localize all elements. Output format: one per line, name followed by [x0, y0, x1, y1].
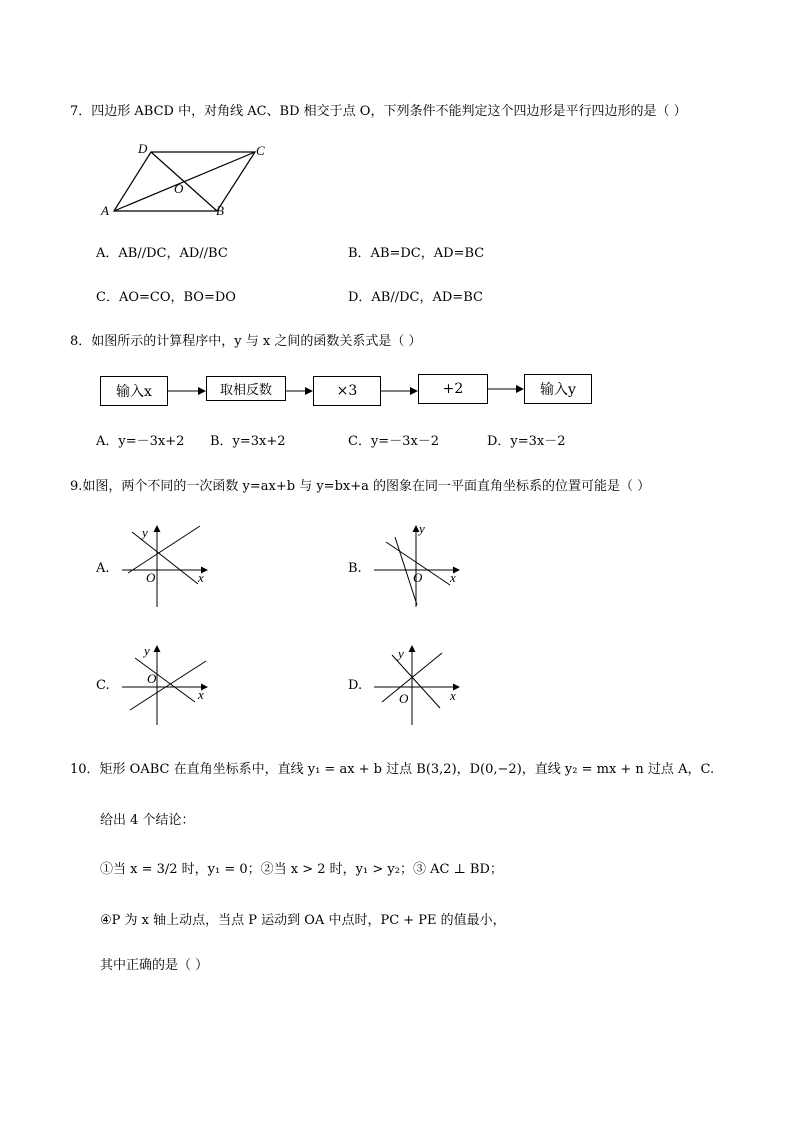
q10-conclusions-1-3: ①当 x = 3/2 时，y₁ = 0；②当 x > 2 时，y₁ > y₂；③ AC ⊥ BD； [100, 862, 503, 877]
svg-text:O: O [413, 570, 423, 585]
svg-text:y: y [142, 525, 148, 540]
q7-stem: 7．四边形 ABCD 中，对角线 AC、BD 相交于点 O，下列条件不能判定这个四边形是平行四边形的是（ ） [70, 104, 687, 119]
q7-label-o: O [174, 181, 184, 196]
svg-text:x: x [198, 687, 204, 702]
flow-arrows [0, 0, 794, 420]
svg-text:O: O [146, 570, 156, 585]
q8-option-d: D．y=3x－2 [487, 434, 566, 449]
q9-graph-c [120, 640, 220, 730]
q10-intro: 给出 4 个结论： [100, 813, 195, 828]
q9-stem: 9.如图，两个不同的一次函数 y=ax+b 与 y=bx+a 的图象在同一平面直角坐标系的位置可能是（ ） [70, 479, 651, 494]
q7-label-c: C [256, 143, 265, 158]
flow-box-output-y: 输入y [524, 374, 592, 404]
q9-option-d-label: D. [348, 678, 363, 693]
svg-text:y: y [419, 521, 425, 536]
q8-option-a: A．y=－3x+2 [96, 434, 185, 449]
q7-label-d: D [138, 141, 148, 156]
svg-text:x: x [450, 570, 456, 585]
svg-text:y: y [398, 646, 404, 661]
q10-stem: 10．矩形 OABC 在直角坐标系中，直线 y₁ = ax + b 过点 B(3,2)，D(0,−2)，直线 y₂ = mx + n 过点 A，C. [70, 762, 715, 777]
svg-text:O: O [399, 691, 409, 706]
q7-option-a: A．AB//DC，AD//BC [96, 246, 228, 261]
q9-option-b-label: B. [348, 561, 362, 576]
q7-label-a: A [101, 203, 109, 218]
flow-box-negate: 取相反数 [206, 376, 286, 401]
flow-box-input-x: 输入x [100, 376, 168, 406]
svg-text:y: y [144, 643, 150, 658]
svg-text:O: O [147, 671, 157, 686]
svg-text:x: x [198, 570, 204, 585]
q7-option-c: C．AO=CO，BO=DO [96, 290, 236, 305]
q9-graph-d [372, 640, 472, 730]
q7-option-d: D．AB//DC，AD=BC [348, 290, 483, 305]
q9-graph-b [372, 520, 472, 610]
q7-label-b: B [216, 203, 224, 218]
q8-option-b: B．y=3x+2 [210, 434, 286, 449]
q7-option-b: B．AB=DC，AD=BC [348, 246, 485, 261]
q10-conclusion-4: ④P 为 x 轴上动点，当点 P 运动到 OA 中点时，PC + PE 的值最小， [100, 913, 506, 928]
q9-graph-a [120, 520, 220, 610]
flow-box-plus-2: +2 [418, 374, 488, 404]
flow-box-times-3: ×3 [313, 376, 381, 406]
q8-option-c: C．y=－3x－2 [348, 434, 440, 449]
q10-ask: 其中正确的是（ ） [100, 958, 209, 973]
q9-option-c-label: C. [96, 678, 110, 693]
svg-text:x: x [450, 688, 456, 703]
q8-stem: 8．如图所示的计算程序中，y 与 x 之间的函数关系式是（ ） [70, 334, 422, 349]
q9-option-a-label: A. [96, 561, 110, 576]
